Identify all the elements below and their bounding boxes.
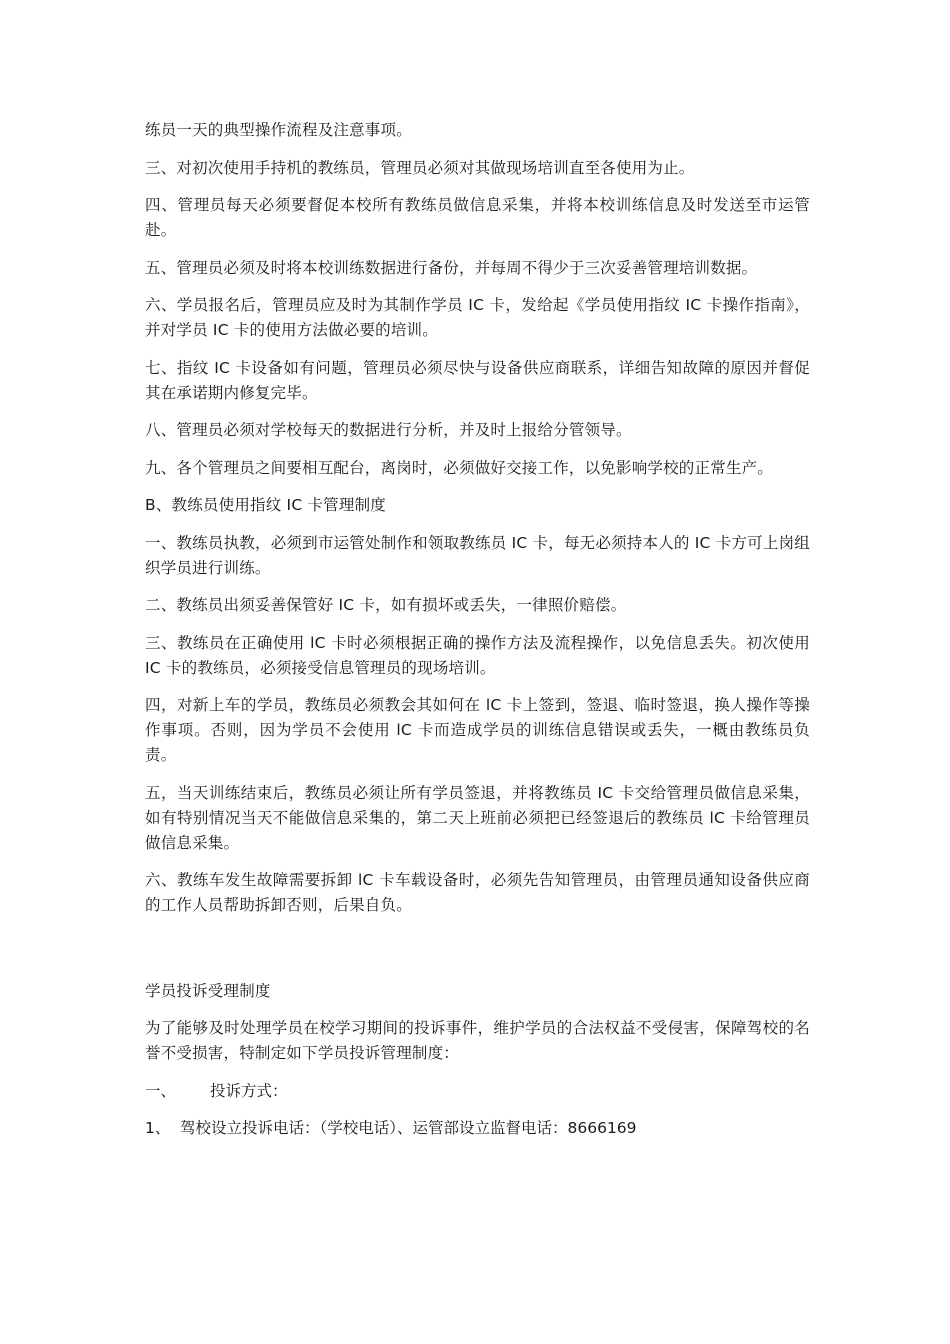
list-number: 1、 <box>145 1119 171 1137</box>
list-item <box>145 1116 810 1141</box>
paragraph: 三、对初次使用手持机的教练员，管理员必须对其做现场培训直至各使用为止。 <box>145 158 695 177</box>
paragraph: 五，当天训练结束后，教练员必须让所有学员签退，并将教练员 IC 卡交给管理员做信息采集，如有特别情况当天不能做信息采集的，第二天上班前必须把已经签退后的教练员 lC 卡给管理员做信息采集。 <box>145 783 810 852</box>
paragraph: 九、各个管理员之间要相互配台，离岗时，必须做好交接工作，以免影响学校的正常生产。 <box>145 458 774 477</box>
paragraph: 一、教练员执教，必须到市运管处制作和领取教练员 IC 卡，每无必须持本人的 IC 卡方可上岗组织学员进行训练。 <box>145 533 810 577</box>
list-item <box>145 1079 810 1104</box>
paragraph: 四，对新上车的学员，教练员必须教会其如何在 lC 卡上签到，签退、临时签退，换人操作等操作事项。否则，因为学员不会使用 lC 卡而造成学员的训练信息错误或丢失，一概由教练员负责。 <box>145 696 810 764</box>
document-page <box>145 118 810 1154</box>
complaint-heading: 学员投诉受理制度 <box>145 981 271 1000</box>
paragraph: 五、管理员必须及时将本校训练数据进行备份，并每周不得少于三次妥善管理培训数据。 <box>145 258 758 277</box>
section-gap <box>145 931 810 979</box>
complaint-intro: 为了能够及时处理学员在校学习期间的投诉事件，维护学员的合法权益不受侵害，保障驾校的名誉不受损害，特制定如下学员投诉管理制度： <box>145 1019 810 1062</box>
list-text: 投诉方式： <box>210 1081 288 1100</box>
paragraph: 六、教练车发生故障需要拆卸 lC 卡车载设备时，必须先告知管理员，由管理员通知设备供应商的工作人员帮助拆卸否则，后果自负。 <box>145 871 810 914</box>
paragraph: 练员一天的典型操作流程及注意事项。 <box>145 121 412 139</box>
list-text: 驾校设立投诉电话：（学校电话）、运管部设立监督电话：8666169 <box>180 1119 637 1137</box>
paragraph: 六、学员报名后，管理员应及时为其制作学员 IC 卡，发给起《学员使用指纹 IC 卡操作指南》，并对学员 IC 卡的使用方法做必要的培训。 <box>145 296 810 339</box>
paragraph: 八、管理员必须对学校每天的数据进行分析，并及时上报给分管领导。 <box>145 421 632 439</box>
list-number: 一、 <box>145 1081 177 1100</box>
paragraph: 三、教练员在正确使用 lC 卡时必须根据正确的操作方法及流程操作，以免信息丢失。初次使用 IC 卡的教练员，必须接受信息管理员的现场培训。 <box>145 633 810 677</box>
paragraph: 七、指纹 IC 卡设备如有问题，管理员必须尽快与设备供应商联系，详细告知故障的原因并督促其在承诺期内修复完毕。 <box>145 358 810 402</box>
paragraph: 四、管理员每天必须要督促本校所有教练员做信息采集，并将本校训练信息及时发送至市运管赴。 <box>145 196 810 239</box>
section-b-heading: B、教练员使用指纹 IC 卡管理制度 <box>145 496 386 514</box>
paragraph: 二、教练员出须妥善保管好 IC 卡，如有损坏或丢失，一律照价赔偿。 <box>145 596 627 614</box>
